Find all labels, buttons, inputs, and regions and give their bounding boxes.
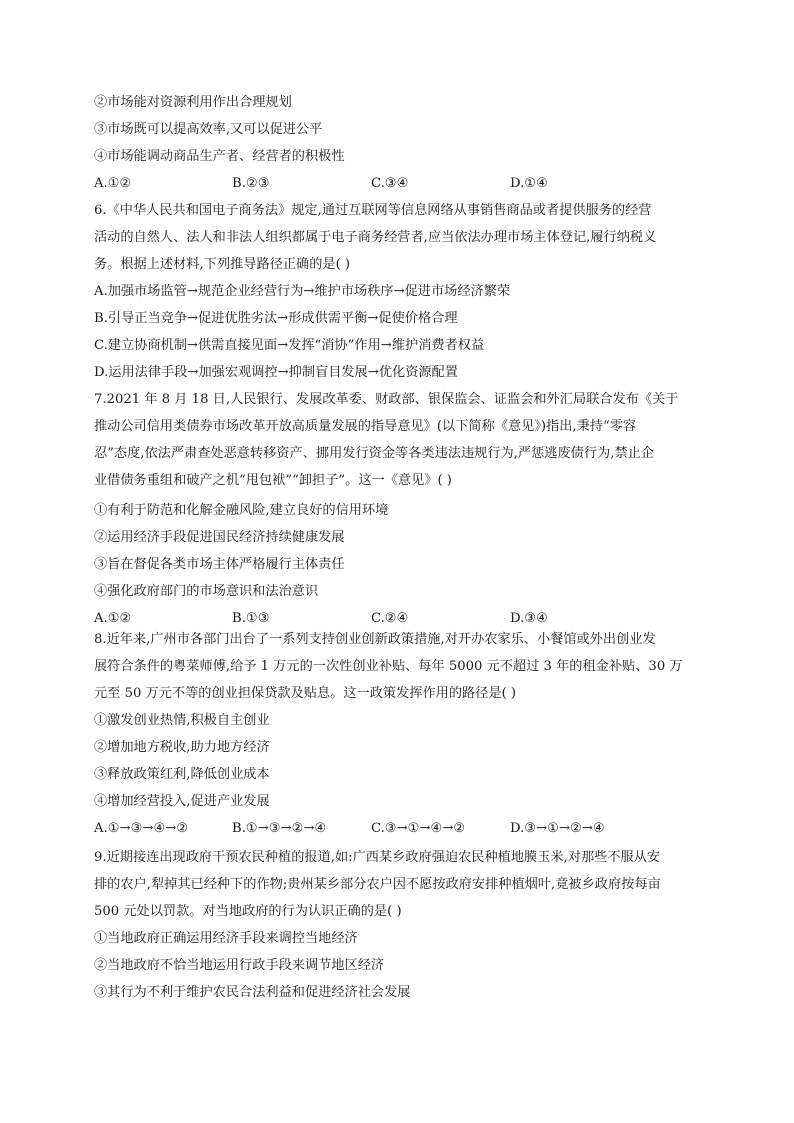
q5-statement-2: ②市场能对资源利用作出合理规划 bbox=[94, 95, 292, 110]
q7-option-c: C.②④ bbox=[371, 611, 409, 626]
q6-option-a: A.加强市场监管→规范企业经营行为→维护市场秩序→促进市场经济繁荣 bbox=[94, 284, 511, 299]
q6-stem-line-2: 活动的自然人、法人和非法人组织都属于电子商务经营者,应当依法办理市场主体登记,履行纳税义 bbox=[94, 230, 657, 245]
q9-stem-line-1: 9.近期接连出现政府干预农民种植的报道,如:广西某乡政府强迫农民种植地膜玉米,对那些不服从安 bbox=[94, 850, 661, 865]
q8-stem-line-2: 展符合条件的粤菜师傅,给予 1 万元的一次性创业补贴、每年 5000 元不超过 3 年的租金补贴、30 万 bbox=[94, 659, 683, 674]
q9-statement-3: ③其行为不利于维护农民合法利益和促进经济社会发展 bbox=[94, 985, 411, 1000]
q5-options bbox=[94, 175, 714, 193]
q8-stem-line-1: 8.近年来,广州市各部门出台了一系列支持创业创新政策措施,对开办农家乐、小餐馆或外出创业发 bbox=[94, 632, 656, 647]
q7-statement-3: ③旨在督促各类市场主体严格履行主体责任 bbox=[94, 557, 345, 572]
q5-option-b: B.②③ bbox=[232, 176, 270, 191]
q8-statement-1: ①激发创业热情,积极自主创业 bbox=[94, 713, 270, 728]
q7-stem-line-2: 推动公司信用类债券市场改革开放高质量发展的指导意见》(以下简称《意见》)指出,秉持“零容 bbox=[94, 419, 637, 434]
q7-statement-1: ①有利于防范和化解金融风险,建立良好的信用环境 bbox=[94, 503, 389, 518]
q6-stem-line-1: 6.《中华人民共和国电子商务法》规定,通过互联网等信息网络从事销售商品或者提供服务的经营 bbox=[94, 203, 652, 218]
q8-option-d: D.③→①→②→④ bbox=[510, 821, 605, 836]
q7-option-a: A.①② bbox=[94, 611, 132, 626]
q8-statement-2: ②增加地方税收,助力地方经济 bbox=[94, 740, 270, 755]
q8-statement-3: ③释放政策红利,降低创业成本 bbox=[94, 767, 270, 782]
q6-option-b: B.引导正当竞争→促进优胜劣汰→形成供需平衡→促使价格合理 bbox=[94, 311, 458, 326]
q9-statement-1: ①当地政府正确运用经济手段来调控当地经济 bbox=[94, 931, 358, 946]
q7-stem-line-4: 业借债务重组和破产之机“甩包袱”“卸担子”。这一《意见》( ) bbox=[94, 473, 452, 488]
q7-option-d: D.③④ bbox=[510, 611, 548, 626]
q8-statement-4: ④增加经营投入,促进产业发展 bbox=[94, 794, 270, 809]
q9-stem-line-3: 500 元处以罚款。对当地政府的行为认识正确的是( ) bbox=[94, 904, 402, 919]
q7-statement-4: ④强化政府部门的市场意识和法治意识 bbox=[94, 584, 319, 599]
q8-option-c: C.③→①→④→② bbox=[371, 821, 466, 836]
q5-option-c: C.③④ bbox=[371, 176, 409, 191]
q9-stem-line-2: 排的农户,犁掉其已经种下的作物;贵州某乡部分农户因不愿按政府安排种植烟叶,竟被乡政府按每亩 bbox=[94, 877, 661, 892]
q8-option-a: A.①→③→④→② bbox=[94, 821, 189, 836]
q8-options bbox=[94, 820, 714, 838]
q7-statement-2: ②运用经济手段促进国民经济持续健康发展 bbox=[94, 530, 345, 545]
q7-stem-line-1: 7.2021 年 8 月 18 日,人民银行、发展改革委、财政部、银保监会、证监会和外汇局联合发布《关于 bbox=[94, 392, 679, 407]
q6-option-c: C.建立协商机制→供需直接见面→发挥“消协”作用→维护消费者权益 bbox=[94, 338, 485, 353]
q7-options bbox=[94, 610, 714, 628]
q5-statement-3: ③市场既可以提高效率,又可以促进公平 bbox=[94, 122, 323, 137]
q8-stem-line-3: 元至 50 万元不等的创业担保贷款及贴息。这一政策发挥作用的路径是( ) bbox=[94, 686, 517, 701]
q5-option-d: D.①④ bbox=[510, 176, 548, 191]
q5-statement-4: ④市场能调动商品生产者、经营者的积极性 bbox=[94, 149, 345, 164]
q6-stem-line-3: 务。根据上述材料,下列推导路径正确的是( ) bbox=[94, 257, 351, 272]
q9-statement-2: ②当地政府不恰当地运用行政手段来调节地区经济 bbox=[94, 958, 385, 973]
q7-stem-line-3: 忍”态度,依法严肃查处恶意转移资产、挪用发行资金等各类违法违规行为,严惩逃废债行为,禁止企 bbox=[94, 446, 655, 461]
q8-option-b: B.①→③→②→④ bbox=[232, 821, 327, 836]
q6-option-d: D.运用法律手段→加强宏观调控→抑制盲目发展→优化资源配置 bbox=[94, 365, 458, 380]
q7-option-b: B.①③ bbox=[232, 611, 270, 626]
q5-option-a: A.①② bbox=[94, 176, 132, 191]
